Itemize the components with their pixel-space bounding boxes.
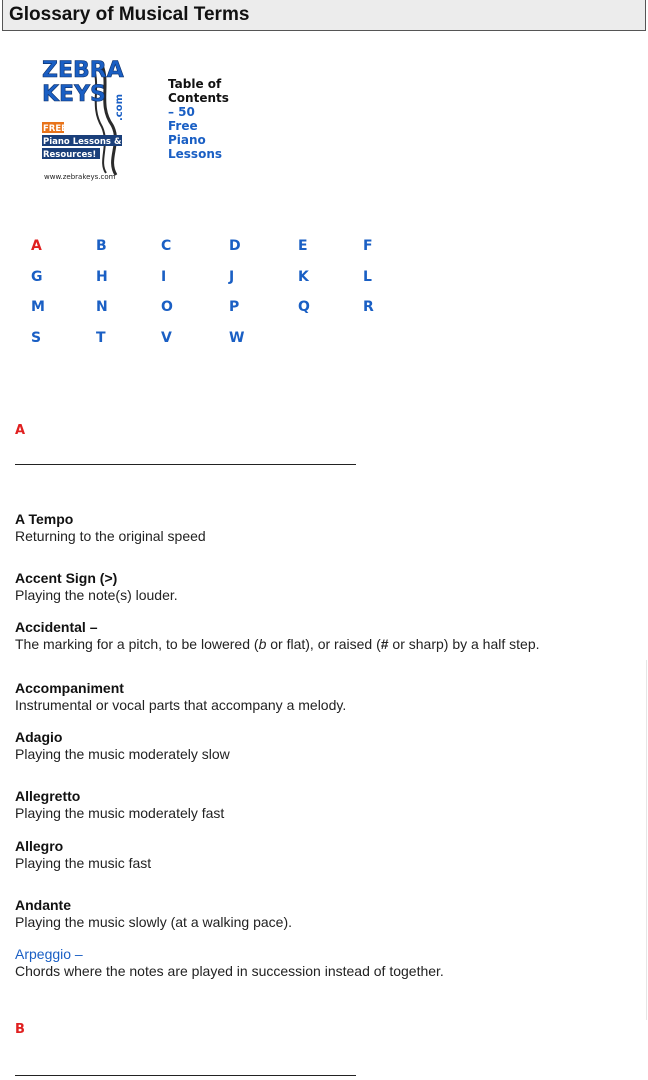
glossary-entry xyxy=(15,838,635,872)
logo-text-zebra: ZEBRA xyxy=(42,58,124,83)
letter-link-a[interactable]: A xyxy=(31,238,42,254)
logo-text-dotcom: .com xyxy=(114,93,125,121)
section-heading-b: B xyxy=(15,1022,25,1037)
letter-link-c[interactable]: C xyxy=(161,238,172,254)
term-definition: The marking for a pitch, to be lowered (b or flat), or raised (# or sharp) by a half step. xyxy=(15,636,540,652)
letter-link-i[interactable]: I xyxy=(161,268,167,285)
glossary-entry xyxy=(15,680,635,714)
alphabet-index xyxy=(31,238,411,360)
letter-link-o[interactable]: O xyxy=(161,299,173,315)
letter-link-k[interactable]: K xyxy=(298,268,309,285)
letter-link-t[interactable]: T xyxy=(96,329,106,346)
term-definition: Instrumental or vocal parts that accompany a melody. xyxy=(15,697,347,713)
term-definition: Playing the music moderately fast xyxy=(15,805,225,821)
sharp-symbol: # xyxy=(380,636,389,652)
glossary-entry xyxy=(15,511,635,545)
letter-link-g[interactable]: G xyxy=(31,268,43,285)
letter-link-p[interactable]: P xyxy=(229,299,240,315)
term-name: Adagio xyxy=(15,729,63,745)
flat-symbol: b xyxy=(258,636,267,652)
logo-tag-line1: FREE Online xyxy=(43,124,101,134)
page-title: Glossary of Musical Terms xyxy=(9,4,250,25)
section-heading-a: A xyxy=(15,423,26,438)
term-definition: Returning to the original speed xyxy=(15,528,206,544)
zebra-keys-logo[interactable] xyxy=(40,55,132,183)
toc-link-line2[interactable]: Free xyxy=(168,119,198,133)
term-definition: Playing the music moderately slow xyxy=(15,746,230,762)
letter-link-d[interactable]: D xyxy=(229,238,241,254)
letter-link-s[interactable]: S xyxy=(31,329,42,346)
toc-link-line4[interactable]: Lessons xyxy=(168,147,222,161)
term-name: A Tempo xyxy=(15,511,74,527)
term-name: Accent Sign (>) xyxy=(15,570,118,586)
letter-link-w[interactable]: W xyxy=(229,329,245,346)
toc-heading-line1: Table of xyxy=(168,77,222,91)
toc-link-line1[interactable]: – 50 xyxy=(168,105,195,119)
letter-link-r[interactable]: R xyxy=(363,299,374,315)
glossary-entry xyxy=(15,570,635,604)
glossary-entry xyxy=(15,729,635,763)
term-definition: Playing the note(s) louder. xyxy=(15,587,178,603)
letter-link-h[interactable]: H xyxy=(96,268,108,285)
letter-link-q[interactable]: Q xyxy=(298,299,310,315)
term-name: Allegretto xyxy=(15,788,81,804)
letter-link-b[interactable]: B xyxy=(96,238,107,254)
letter-link-n[interactable]: N xyxy=(96,299,108,315)
term-name: Accidental – xyxy=(15,619,98,635)
page-edge-shadow xyxy=(646,660,647,1020)
letter-link-l[interactable]: L xyxy=(363,268,372,285)
term-name-link[interactable]: Arpeggio – xyxy=(15,946,83,962)
section-divider xyxy=(15,464,356,465)
letter-link-v[interactable]: V xyxy=(161,329,172,346)
letter-link-f[interactable]: F xyxy=(363,238,373,254)
term-name: Andante xyxy=(15,897,71,913)
letter-link-j[interactable]: J xyxy=(229,268,235,285)
letter-link-e[interactable]: E xyxy=(298,238,308,254)
page-header xyxy=(2,0,646,31)
logo-text-keys: KEYS xyxy=(42,82,106,107)
logo-url: www.zebrakeys.com xyxy=(44,173,116,181)
term-definition: Chords where the notes are played in succession instead of together. xyxy=(15,963,444,979)
term-definition: Playing the music slowly (at a walking pace). xyxy=(15,914,293,930)
toc-heading-line2: Contents xyxy=(168,91,229,105)
glossary-entry xyxy=(15,619,635,653)
term-definition: Playing the music fast xyxy=(15,855,152,871)
section-divider xyxy=(15,1075,356,1076)
table-of-contents-block xyxy=(168,77,248,161)
logo-tag-line3: Resources! xyxy=(43,150,97,160)
toc-link-line3[interactable]: Piano xyxy=(168,133,206,147)
glossary-entry xyxy=(15,946,635,980)
glossary-entry xyxy=(15,788,635,822)
glossary-entry xyxy=(15,897,635,931)
letter-link-m[interactable]: M xyxy=(31,299,45,315)
term-name: Accompaniment xyxy=(15,680,124,696)
logo-tag-line2: Piano Lessons & xyxy=(43,137,122,147)
term-name: Allegro xyxy=(15,838,64,854)
